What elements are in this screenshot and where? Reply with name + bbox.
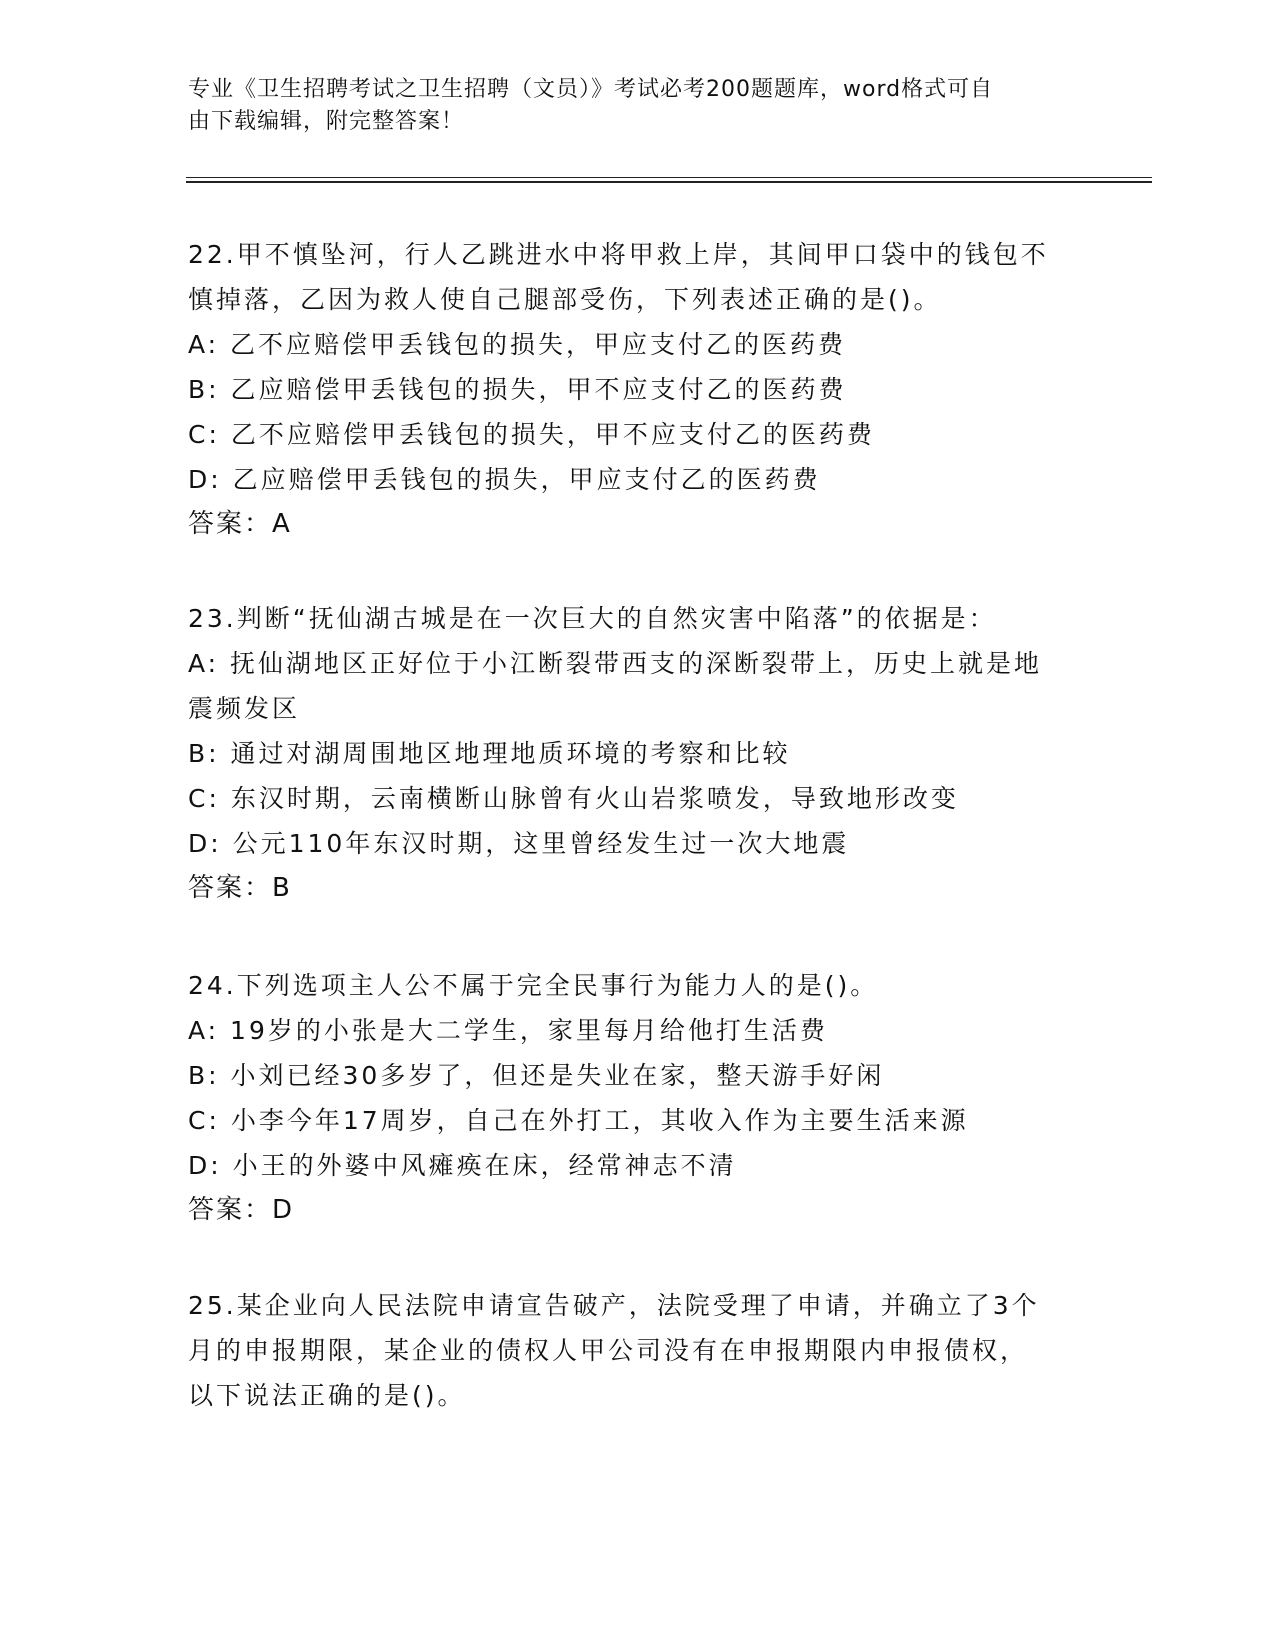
option-c: C: 东汉时期，云南横断山脉曾有火山岩浆喷发，导致地形改变 bbox=[188, 784, 959, 813]
question-25 bbox=[188, 1283, 1088, 1418]
header-divider-bottom bbox=[186, 181, 1152, 183]
option-c: C: 乙不应赔偿甲丢钱包的损失，甲不应支付乙的医药费 bbox=[188, 420, 875, 449]
option-d: D: 公元110年东汉时期，这里曾经发生过一次大地震 bbox=[188, 829, 850, 858]
option-b: B: 乙应赔偿甲丢钱包的损失，甲不应支付乙的医药费 bbox=[188, 375, 847, 404]
option-a: A: 抚仙湖地区正好位于小江断裂带西支的深断裂带上，历史上就是地 bbox=[188, 649, 1043, 678]
question-stem-line: 22.甲不慎坠河，行人乙跳进水中将甲救上岸，其间甲口袋中的钱包不 bbox=[188, 240, 1049, 269]
option-a-continued: 震频发区 bbox=[188, 694, 301, 723]
option-c: C: 小李今年17周岁，自己在外打工，其收入作为主要生活来源 bbox=[188, 1106, 969, 1135]
question-stem-line: 以下说法正确的是()。 bbox=[188, 1381, 466, 1410]
question-stem-line: 23.判断“抚仙湖古城是在一次巨大的自然灾害中陷落”的依据是： bbox=[188, 604, 997, 633]
header-divider-top bbox=[186, 177, 1152, 178]
option-b: B: 小刘已经30多岁了，但还是失业在家，整天游手好闲 bbox=[188, 1061, 885, 1090]
document-header bbox=[188, 74, 1068, 138]
answer-line: 答案：D bbox=[188, 1195, 295, 1225]
option-d: D: 乙应赔偿甲丢钱包的损失，甲应支付乙的医药费 bbox=[188, 465, 821, 494]
answer-line: 答案：A bbox=[188, 509, 292, 539]
question-stem-line: 月的申报期限，某企业的债权人甲公司没有在申报期限内申报债权， bbox=[188, 1336, 1029, 1365]
question-stem-line: 24.下列选项主人公不属于完全民事行为能力人的是()。 bbox=[188, 971, 879, 1000]
option-a: A: 19岁的小张是大二学生，家里每月给他打生活费 bbox=[188, 1016, 828, 1045]
question-22 bbox=[188, 232, 1088, 547]
option-d: D: 小王的外婆中风瘫痪在床，经常神志不清 bbox=[188, 1151, 737, 1180]
header-line-1: 专业《卫生招聘考试之卫生招聘（文员）》考试必考200题题库，word格式可自 bbox=[188, 77, 994, 102]
question-23 bbox=[188, 596, 1088, 911]
question-stem-line: 慎掉落，乙因为救人使自己腿部受伤，下列表述正确的是()。 bbox=[188, 285, 942, 314]
question-24 bbox=[188, 963, 1088, 1233]
header-line-2: 由下载编辑，附完整答案！ bbox=[188, 109, 465, 134]
answer-line: 答案：B bbox=[188, 873, 292, 903]
question-stem-line: 25.某企业向人民法院申请宣告破产，法院受理了申请，并确立了3个 bbox=[188, 1291, 1040, 1320]
option-b: B: 通过对湖周围地区地理地质环境的考察和比较 bbox=[188, 739, 791, 768]
option-a: A: 乙不应赔偿甲丢钱包的损失，甲应支付乙的医药费 bbox=[188, 330, 847, 359]
